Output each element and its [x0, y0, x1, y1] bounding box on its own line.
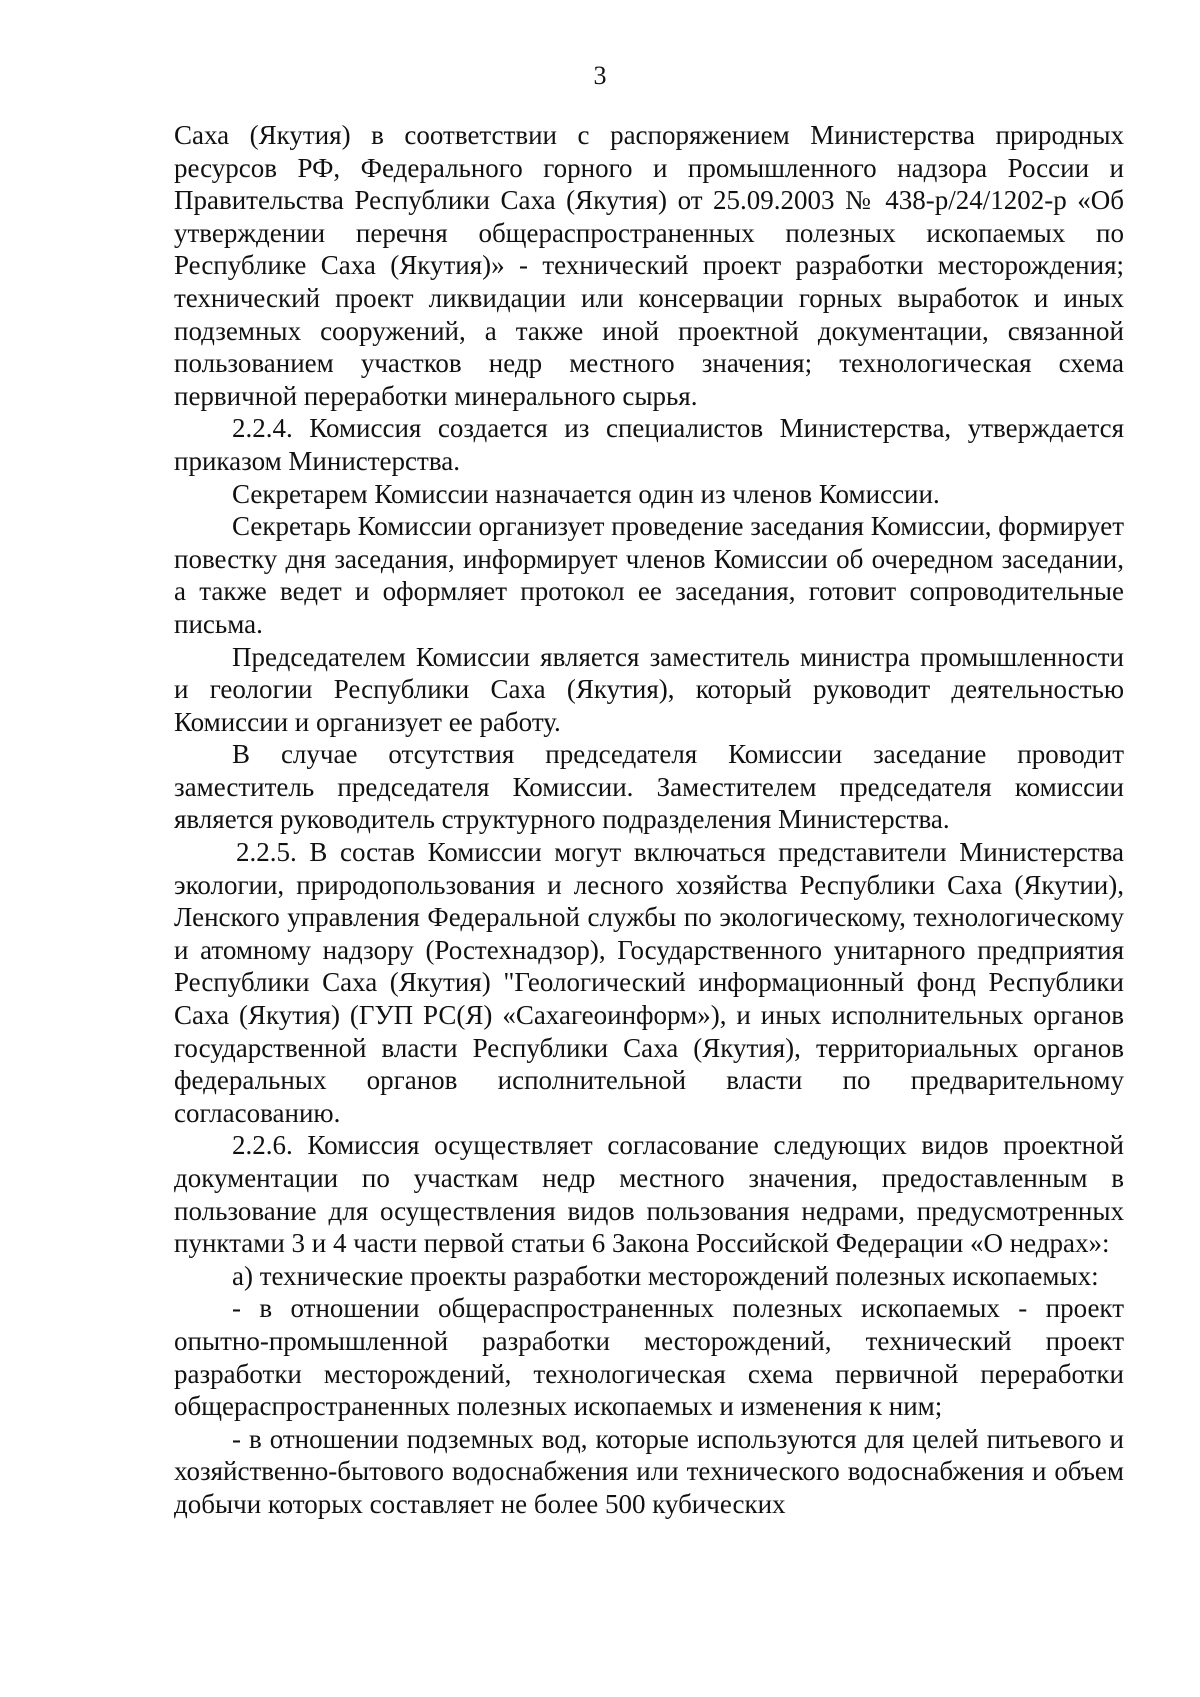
paragraph-continuation: Саха (Якутия) в соответствии с распоряжением Министерства природных ресурсов РФ, Федерального горного и промышленного надзора России и Правительства Республики Саха (Якутия) от 25.09.2003 № 438-р/24/1202-р «Об утверждении перечня общераспространенных полезных ископаемых по Республике Саха (Якутия)» - технический проект разработки месторождения; технический проект ликвидации или консервации горных выработок и иных подземных сооружений, а также иной проектной документации, связанной пользованием участков недр местного значения; технологическая схема первичной переработки минерального сырья. [174, 120, 1124, 411]
paragraph-secretary-appointment: Секретарем Комиссии назначается один из членов Комиссии. [232, 478, 940, 509]
document-body [174, 119, 1124, 1521]
paragraph-groundwater: - в отношении подземных вод, которые используются для целей питьевого и хозяйственно-бытового водоснабжения или технического водоснабжения и объем добычи которых составляет не более 500 кубических [174, 1423, 1124, 1519]
paragraph-common-minerals: - в отношении общераспространенных полезных ископаемых - проект опытно-промышленной разработки месторождений, технический проект разработки месторождений, технологическая схема первичной переработки общераспространенных полезных ископаемых и изменения к ним; [174, 1293, 1124, 1422]
paragraph-2-2-6: 2.2.6. Комиссия осуществляет согласование следующих видов проектной документации по участкам недр местного значения, предоставленным в пользование для осуществления видов пользования недрами, предусмотренных пунктами 3 и 4 части первой статьи 6 Закона Российской Федерации «О недрах»: [174, 1130, 1124, 1259]
paragraph-chairman: Председателем Комиссии является заместитель министра промышленности и геологии Республики Саха (Якутия), который руководит деятельностью Комиссии и организует ее работу. [174, 641, 1124, 737]
paragraph-deputy-chairman: В случае отсутствия председателя Комиссии заседание проводит заместитель председателя Комиссии. Заместителем председателя комиссии является руководитель структурного подразделения Министерства. [174, 739, 1124, 835]
paragraph-2-2-5: 2.2.5. В состав Комиссии могут включаться представители Министерства экологии, природопользования и лесного хозяйства Республики Саха (Якутии), Ленского управления Федеральной службы по экологическому, технологическому и атомному надзору (Ростехнадзор), Государственного унитарного предприятия Республики Саха (Якутия) "Геологический информационный фонд Республики Саха (Якутия) (ГУП РС(Я) «Сахагеоинформ»), и иных исполнительных органов государственной власти Республики Саха (Якутия), территориальных органов федеральных органов исполнительной власти по предварительному согласованию. [174, 837, 1124, 1128]
paragraph-item-a: а) технические проекты разработки месторождений полезных ископаемых: [232, 1260, 1099, 1291]
page-number: 3 [593, 61, 607, 90]
paragraph-secretary-duties: Секретарь Комиссии организует проведение заседания Комиссии, формирует повестку дня заседания, информирует членов Комиссии об очередном заседании, а также ведет и оформляет протокол ее заседания, готовит сопроводительные письма. [174, 511, 1124, 639]
paragraph-2-2-4: 2.2.4. Комиссия создается из специалистов Министерства, утверждается приказом Министерства. [174, 413, 1124, 476]
